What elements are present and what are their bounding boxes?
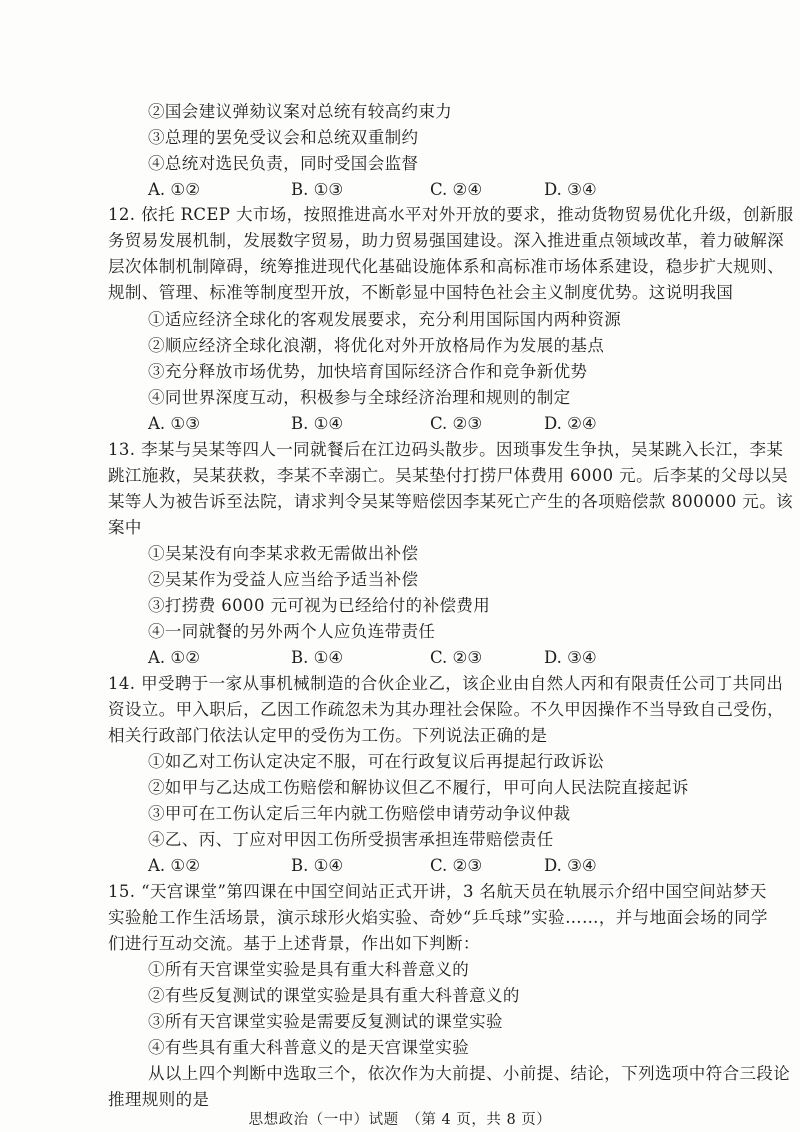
q13-choice-d: D. ③④	[544, 648, 597, 667]
q14-option-2: ②如甲与乙达成工伤赔偿和解协议但乙不履行，甲可向人民法院直接起诉	[148, 778, 689, 797]
q14-stem-line: 相关行政部门依法认定甲的受伤为工伤。下列说法正确的是	[108, 726, 548, 745]
q14-stem-line: 14. 甲受聘于一家从事机械制造的合伙企业乙，该企业由自然人丙和有限责任公司丁共同出	[108, 674, 784, 693]
prev-choice-d: D. ③④	[544, 180, 597, 199]
q12-stem-line: 务贸易发展机制，发展数字贸易，助力贸易强国建设。深入推进重点领域改革，着力破解深	[108, 231, 784, 250]
q14-choice-a: A. ①②	[148, 856, 200, 875]
q12-choice-d: D. ②④	[544, 414, 597, 433]
q14-choice-d: D. ③④	[544, 856, 597, 875]
q13-stem-line: 13. 李某与吴某等四人一同就餐后在江边码头散步。因琐事发生争执，吴某跳入长江，李某	[108, 440, 784, 459]
prev-choice-b: B. ①③	[291, 180, 344, 199]
q15-option-4: ④有些具有重大科普意义的是天宫课堂实验	[148, 1038, 470, 1057]
q14-choice-c: C. ②③	[430, 856, 483, 875]
q12-choice-a: A. ①③	[148, 414, 200, 433]
q12-option-4: ④同世界深度互动，积极参与全球经济治理和规则的制定	[148, 388, 571, 407]
q12-stem-line: 12. 依托 RCEP 大市场，按照推进高水平对外开放的要求，推动货物贸易优化升级，创新服	[108, 205, 794, 224]
q13-option-3: ③打捞费 6000 元可视为已经给付的补偿费用	[148, 596, 491, 615]
q12-stem-line: 规制、管理、标准等制度型开放，不断彰显中国特色社会主义制度优势。这说明我国	[108, 283, 734, 302]
q13-stem-line: 跳江施救，吴某获救，李某不幸溺亡。吴某垫付打捞尸体费用 6000 元。后李某的父母以吴	[108, 466, 789, 485]
q13-option-2: ②吴某作为受益人应当给予适当补偿	[148, 570, 419, 589]
q15-tail-line: 从以上四个判断中选取三个，依次作为大前提、小前提、结论，下列选项中符合三段论	[148, 1064, 791, 1083]
q14-choice-b: B. ①④	[291, 856, 344, 875]
q15-option-2: ②有些反复测试的课堂实验是具有重大科普意义的	[148, 986, 520, 1005]
q12-option-2: ②顺应经济全球化浪潮，将优化对外开放格局作为发展的基点	[148, 336, 605, 355]
q13-choice-a: A. ①②	[148, 648, 200, 667]
q13-stem-line: 案中	[108, 518, 142, 537]
q13-choice-c: C. ②③	[430, 648, 483, 667]
q15-tail-line: 推理规则的是	[108, 1090, 210, 1109]
prev-option-3: ③总理的罢免受议会和总统双重制约	[148, 128, 419, 147]
q12-option-1: ①适应经济全球化的客观发展要求，充分利用国际国内两种资源	[148, 310, 622, 329]
q14-option-4: ④乙、丙、丁应对甲因工伤所受损害承担连带赔偿责任	[148, 830, 554, 849]
q14-option-1: ①如乙对工伤认定决定不服，可在行政复议后再提起行政诉讼	[148, 752, 605, 771]
prev-choice-c: C. ②④	[430, 180, 483, 199]
q13-choice-b: B. ①④	[291, 648, 344, 667]
prev-option-4: ④总统对选民负责，同时受国会监督	[148, 154, 419, 173]
q15-option-3: ③所有天宫课堂实验是需要反复测试的课堂实验	[148, 1012, 503, 1031]
prev-option-2: ②国会建议弹劾议案对总统有较高约束力	[148, 102, 453, 121]
q13-stem-line: 某等人为被告诉至法院，请求判令吴某等赔偿因李某死亡产生的各项赔偿款 800000 元。该	[108, 492, 794, 511]
prev-choice-a: A. ①②	[148, 180, 200, 199]
q15-stem-line: 们进行互动交流。基于上述背景，作出如下判断：	[108, 934, 480, 953]
q12-choice-b: B. ①④	[291, 414, 344, 433]
q13-option-4: ④一同就餐的另外两个人应负连带责任	[148, 622, 436, 641]
q15-stem-line: 实验舱工作生活场景，演示球形火焰实验、奇妙“乒乓球”实验……，并与地面会场的同学	[108, 908, 768, 927]
q14-option-3: ③甲可在工伤认定后三年内就工伤赔偿申请劳动争议仲裁	[148, 804, 571, 823]
q12-choice-c: C. ②③	[430, 414, 483, 433]
page-footer: 思想政治（一中）试题 （第 4 页，共 8 页）	[248, 1112, 552, 1128]
q12-option-3: ③充分释放市场优势，加快培育国际经济合作和竞争新优势	[148, 362, 588, 381]
q15-option-1: ①所有天宫课堂实验是具有重大科普意义的	[148, 960, 470, 979]
q14-stem-line: 资设立。甲入职后，乙因工作疏忽未为其办理社会保险。不久甲因操作不当导致自己受伤，	[108, 700, 784, 719]
q15-stem-line: 15. “天宫课堂”第四课在中国空间站正式开讲，3 名航天员在轨展示介绍中国空间站梦天	[108, 882, 767, 901]
q12-stem-line: 层次体制机制障碍，统筹推进现代化基础设施体系和高标准市场体系建设，稳步扩大规则、	[108, 257, 784, 276]
q13-option-1: ①吴某没有向李某求救无需做出补偿	[148, 544, 419, 563]
